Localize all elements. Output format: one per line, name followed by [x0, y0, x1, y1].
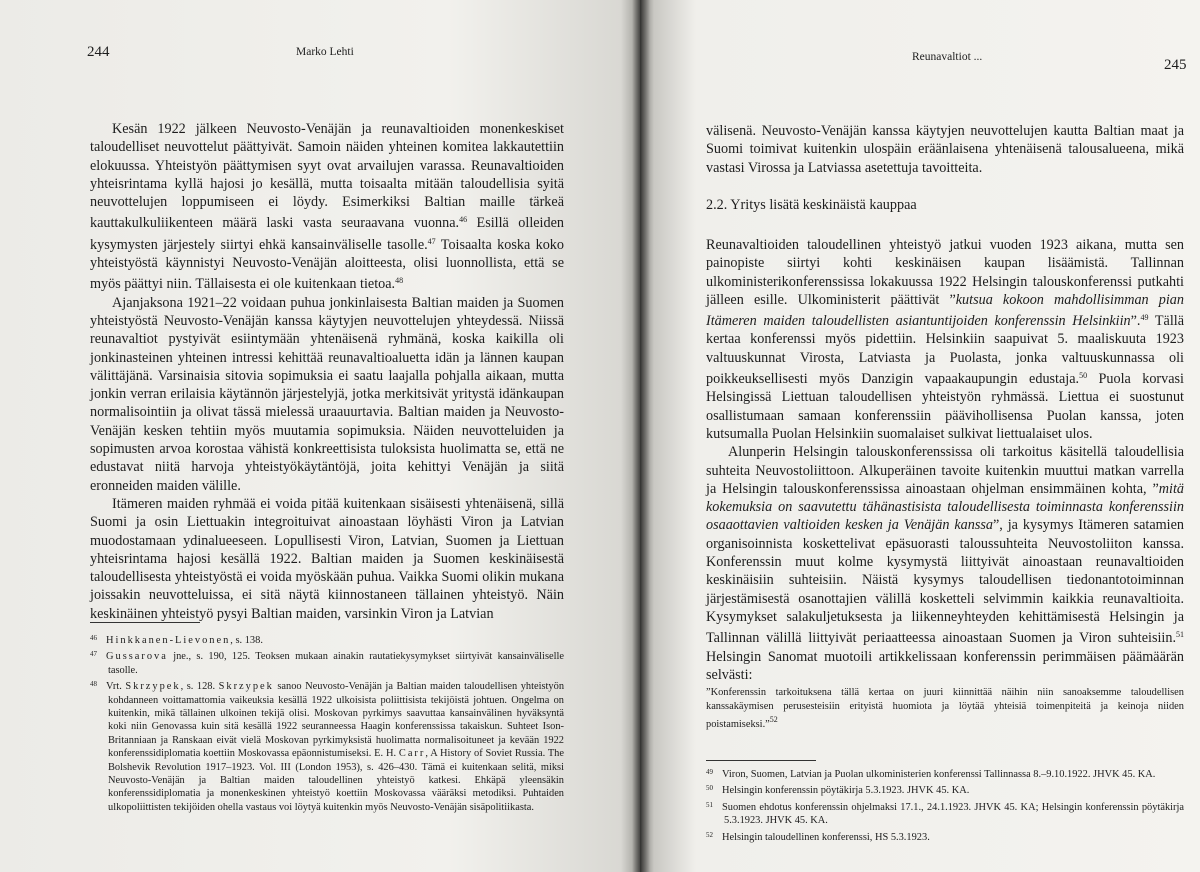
right-page — [640, 0, 1200, 872]
text-run: Ajanjaksona 1921–22 voidaan puhua jonkinlaisesta Baltian maiden ja Suomen yhteistyöstä Neuvosto-Venäjän kanssa käytyjen neuvottelujen yhteydessä. Niissä reunavaltiot pystyivät esiintymään yhtenäisenä ryhmänä, koska kaikilla oli jonkinasteinen yhteinen intressi kehittää reunavaltioaluetta idän ja lännen kaupan välittäjänä. Varsinaisia sitovia sopimuksia ei saatu laajalla pohjalla aikaan, mutta jonkin verran erilaisia käytännön järjestelyjä, jotka merkitsivät yritystä idänkaupan normalisointiin ja olivat tässä mielessä uraauurtavia. Baltian maiden ja Neuvosto-Venäjän kesken tehtiin myös muutamia sopimuksia. Näiden neuvotteluiden ja sopimusten arvoa korostaa vähistä konkreettisista tuloksista huolimatta se, että ne edustavat niitä harvoja yhteistyökäytäntöjä, joita kehittyi Venäjän ja siitä eronneiden maiden välille. — [90, 294, 564, 494]
right-body-text — [706, 236, 1184, 684]
footnote-number: 48 — [90, 680, 97, 689]
text-run: Kesän 1922 jälkeen Neuvosto-Venäjän ja reunavaltioiden monenkeskiset taloudelliset neuvottelut päättyivät. Samoin näiden yhteinen komitea lakkautettiin elokuussa. Yhteistyön päättymisen syyt ovat arvailujen varassa. Reunavaltioiden yhteisrintama kyllä hajosi jo kesällä, mutta toisaalta mitään taloudellisia syitä neuvottelujen loppumiseen ei löydy. Esimerkiksi Baltian maille tärkeä kauttakulkuliikenteen määrä laski vasta seuraavana vuonna. — [90, 121, 564, 232]
italic-quote-text: mitä kokemuksia on saavutettu tähänastisista taloudellisesta toiminnasta konferenssiin osaaottavien valtioiden kesken ja Venäjän kanssa — [706, 480, 1184, 534]
left-body-text — [90, 120, 564, 623]
footnote-number: 52 — [706, 830, 713, 839]
text-run: ”, ja kysymys Itämeren satamien organisoinnista koskettelivat epäsuorasti taloussuhteita Neuvostoliiton kanssa. Konferenssin muut kolme kysymystä liittyivät ainoastaan reunavaltioiden keskinäisiin suhteisiin. Näistä kysymys taloudellisen tiedonantotoiminnan järjestämisestä osanottajien välillä kosketteli selvimmin kaikkia reunavaltioita. Kysymykset salakuljetuksesta ja liikenneyhteyden kehittämisestä Helsingin ja Tallinnan välillä liittyivät periaatteessa ainoastaan Suomen ja Viron suhteisiin. — [706, 517, 1185, 647]
text-run: välisenä. Neuvosto-Venäjän kanssa käytyjen neuvottelujen kautta Baltian maat ja Suomi toimivat kuitenkin ulospäin eräänlaisena yhtenäisenä talousalueena, mikä vastasi Virossa ja Latviassa asetettuja tavoitteita. — [706, 123, 1184, 176]
running-header-left: Marko Lehti — [296, 46, 354, 58]
text-run: Reunavaltioiden taloudellinen yhteistyö jatkui vuoden 1923 aikana, mutta sen painopiste siirtyi kohti keskinäisen kaupan lisäämistä. Tallinnan ulkoministerikonferenssissa lokakuussa 1922 Helsingin talouskonferenssi putkahti jälleen esille. Ulkoministerit päättivät ” — [706, 237, 1184, 308]
text-run: Vrt. — [106, 681, 126, 693]
footnote-number: 47 — [90, 650, 97, 659]
footnote — [706, 782, 1184, 797]
footnote-reference: 47 — [427, 236, 436, 246]
text-run: Alunperin Helsingin talouskonferenssissa oli tarkoitus käsitellä taloudellisia suhteita Neuvostoliittoon. Alkuperäinen tavoite kuitenkin muuttui matkan varrella ja Helsingin talouskonferenssissa ainoastaan ohjelman ensimmäinen kohta, ” — [706, 444, 1184, 497]
book-spine-shadow — [632, 0, 650, 872]
paragraph — [706, 122, 1184, 177]
footnote-reference: 48 — [395, 276, 404, 286]
text-run: Puola korvasi Helsingissä Liettuan taloudellisen yhteistyön ryhmässä. Liettua ei suostunut osallistumaan samaan konferenssiin päävihollisensa Puolan kanssa, joten kutsumalla Puolan Helsinkiin suomalaiset sulkivat liettualaiset ulos. — [706, 371, 1184, 442]
footnote-reference: 52 — [769, 715, 778, 725]
footnote-number: 46 — [90, 634, 97, 642]
text-run: Toisaalta koska koko yhteistyöstä käynnistyi Neuvosto-Venäjän aloitteesta, olisi luonnollista, että se myös päättyi niin. Tällaisesta ei ole kuitenkaan tietoa. — [90, 236, 564, 293]
left-footnotes — [90, 632, 564, 815]
text-run: Helsingin konferenssin pöytäkirja 5.3.1923. JHVK 45. KA. — [722, 785, 970, 797]
text-run: , s. 138. — [230, 635, 263, 646]
italic-quote-text: kutsua kokoon mahdollisimman pian Itämeren maiden taloudellisten asiantuntijoiden konferenssin Helsinkiin — [706, 291, 1184, 330]
footnote — [706, 766, 1184, 781]
text-run: ”Konferenssin tarkoituksena tällä kertaa on juuri kiinnittää näihin niin sanoaksemme taloudellisen kanssakäymisen perusesteisiin erityistä huomiota ja löytää yhteisiä toimenpiteitä ja keinoja niiden poistamiseksi.” — [706, 687, 1184, 731]
text-run: Viron, Suomen, Latvian ja Puolan ulkoministerien konferenssi Tallinnassa 8.–9.10.1922. JHVK 45. KA. — [722, 769, 1156, 780]
footnote-reference: 49 — [1140, 313, 1149, 323]
text-run: Esillä olleiden kysymysten järjestely siirtyi ehkä kansainväliselle tasolle. — [90, 215, 564, 253]
running-header-right: Reunavaltiot ... — [912, 51, 983, 63]
footnote — [706, 829, 1184, 844]
paragraph — [90, 120, 564, 294]
footnote-number: 50 — [706, 784, 713, 793]
text-run: jne., s. 190, 125. Teoksen mukaan ainakin rautatiekysymykset siirtyivät kansainväliselle tasolle. — [108, 651, 564, 676]
paragraph — [90, 495, 564, 623]
footnote-reference: 46 — [459, 215, 468, 225]
footnote-number: 51 — [706, 800, 713, 809]
footnote — [90, 632, 564, 647]
right-footnotes — [706, 766, 1184, 845]
text-run: Helsingin Sanomat muotoili artikkelissaan konferenssin perimmäisen päämäärän selvästi: — [706, 648, 1184, 683]
text-run: Itämeren maiden ryhmää ei voida pitää kuitenkaan sisäisesti yhtenäisenä, sillä Suomi ja osin Liettuakin integroituivat ainoastaan löyhästi Viron ja Latvian muodostamaan ydinalueeseen. Lopullisesti Viron, Latvian, Suomen ja Liettuan yhteisrintama hajosi kesällä 1922. Baltian maiden ja Suomen keskinäisestä taloudellisesta yhteistyöstä ei voida myöskään puhua. Vaikka Suomi olikin mukana joissakin neuvotteluissa, ei sitä näytä kiinnostaneen tällainen yhteistyö. Näin keskinäinen yhteistyö pysyi Baltian maiden, varsinkin Viron ja Latvian — [90, 495, 564, 622]
page-number-left: 244 — [87, 44, 110, 60]
right-intro-paragraph — [706, 122, 1184, 177]
spaced-author-name: Hinkkanen-Lievonen — [106, 635, 231, 646]
text-run: sanoo Neuvosto-Venäjän ja Baltian maiden taloudellisen yhteistyön kohdanneen voittamattomia vaikeuksia kesällä 1922 ulkoisista poliittisista tekijöistä johtuen. Ongelma on kuitenkin, mikä tällainen ulkoinen tekijä olisi. Moskovan pyrkimys saavuttaa kansainvälinen hyväksyntä koki niin Genovassa kuin sitä kesällä 1922 seuranneessa Haagin konferenssissa takaiskun. Suhteet Ison-Britanniaan ja Ranskaan eivät vielä Moskovan pyrkimyksistä huolimatta normalisoituneet ja kevään 1922 konferenssidiplomatia koettiin Moskovassa epäonnistumiseksi. E. H. — [108, 681, 565, 760]
paragraph — [706, 443, 1184, 684]
footnote-rule-right — [706, 760, 816, 761]
spaced-author-name: Skrzypek — [125, 681, 181, 693]
text-run: Tällä kertaa konferenssi myös pidettiin. Helsinkiin saapuivat 5. maaliskuuta 1923 valtuuskunnat Virosta, Latviasta ja Puolasta, jonka valtuuskunnassa oli poikkeuksellisesti myös Danzigin vapaakaupungin edustaja. — [706, 313, 1184, 388]
text-run: Helsingin taloudellinen konferenssi, HS 5.3.1923. — [722, 831, 930, 843]
footnote — [90, 678, 564, 814]
page-number-right: 245 — [1164, 57, 1187, 73]
footnote-reference: 50 — [1079, 371, 1088, 381]
block-quote — [706, 686, 1184, 732]
footnote-number: 49 — [706, 768, 713, 776]
text-run: , A History of Soviet Russia. The Bolshevik Revolution 1917–1923. Vol. III (London 1953), s. 426–430. Tämä ei kuitenkaan selitä, miksi Neuvosto-Venäjän ja Baltian maiden taloudellinen yhteistyö katkesi. Ehkäpä yleensäkin konferenssidiplomatia ja monenkeskinen yhteistyö koettiin Moskovassa vääräksi metodiksi. Puhtaiden ulkopoliittisten tekijöiden ohella vastaus voi löytyä kuitenkin myös Neuvosto-Venäjän sisäpolitiikasta. — [108, 748, 564, 813]
section-heading: 2.2. Yritys lisätä keskinäistä kauppaa — [706, 197, 917, 213]
text-run: ”. — [1130, 313, 1141, 330]
footnote-reference: 51 — [1176, 630, 1184, 640]
footnote-rule-left — [90, 622, 200, 623]
spaced-author-name: Gussarova — [106, 651, 168, 663]
text-run: , s. 128. — [180, 681, 219, 693]
spaced-author-name: Carr — [398, 748, 426, 760]
paragraph — [706, 236, 1184, 443]
footnote — [90, 648, 564, 677]
paragraph — [90, 294, 564, 495]
text-run: Suomen ehdotus konferenssin ohjelmaksi 17.1., 24.1.1923. JHVK 45. KA; Helsingin konferenssin pöytäkirja 5.3.1923. JHVK 45. KA. — [722, 801, 1184, 827]
spaced-author-name: Skrzypek — [218, 681, 274, 693]
footnote — [706, 799, 1184, 828]
